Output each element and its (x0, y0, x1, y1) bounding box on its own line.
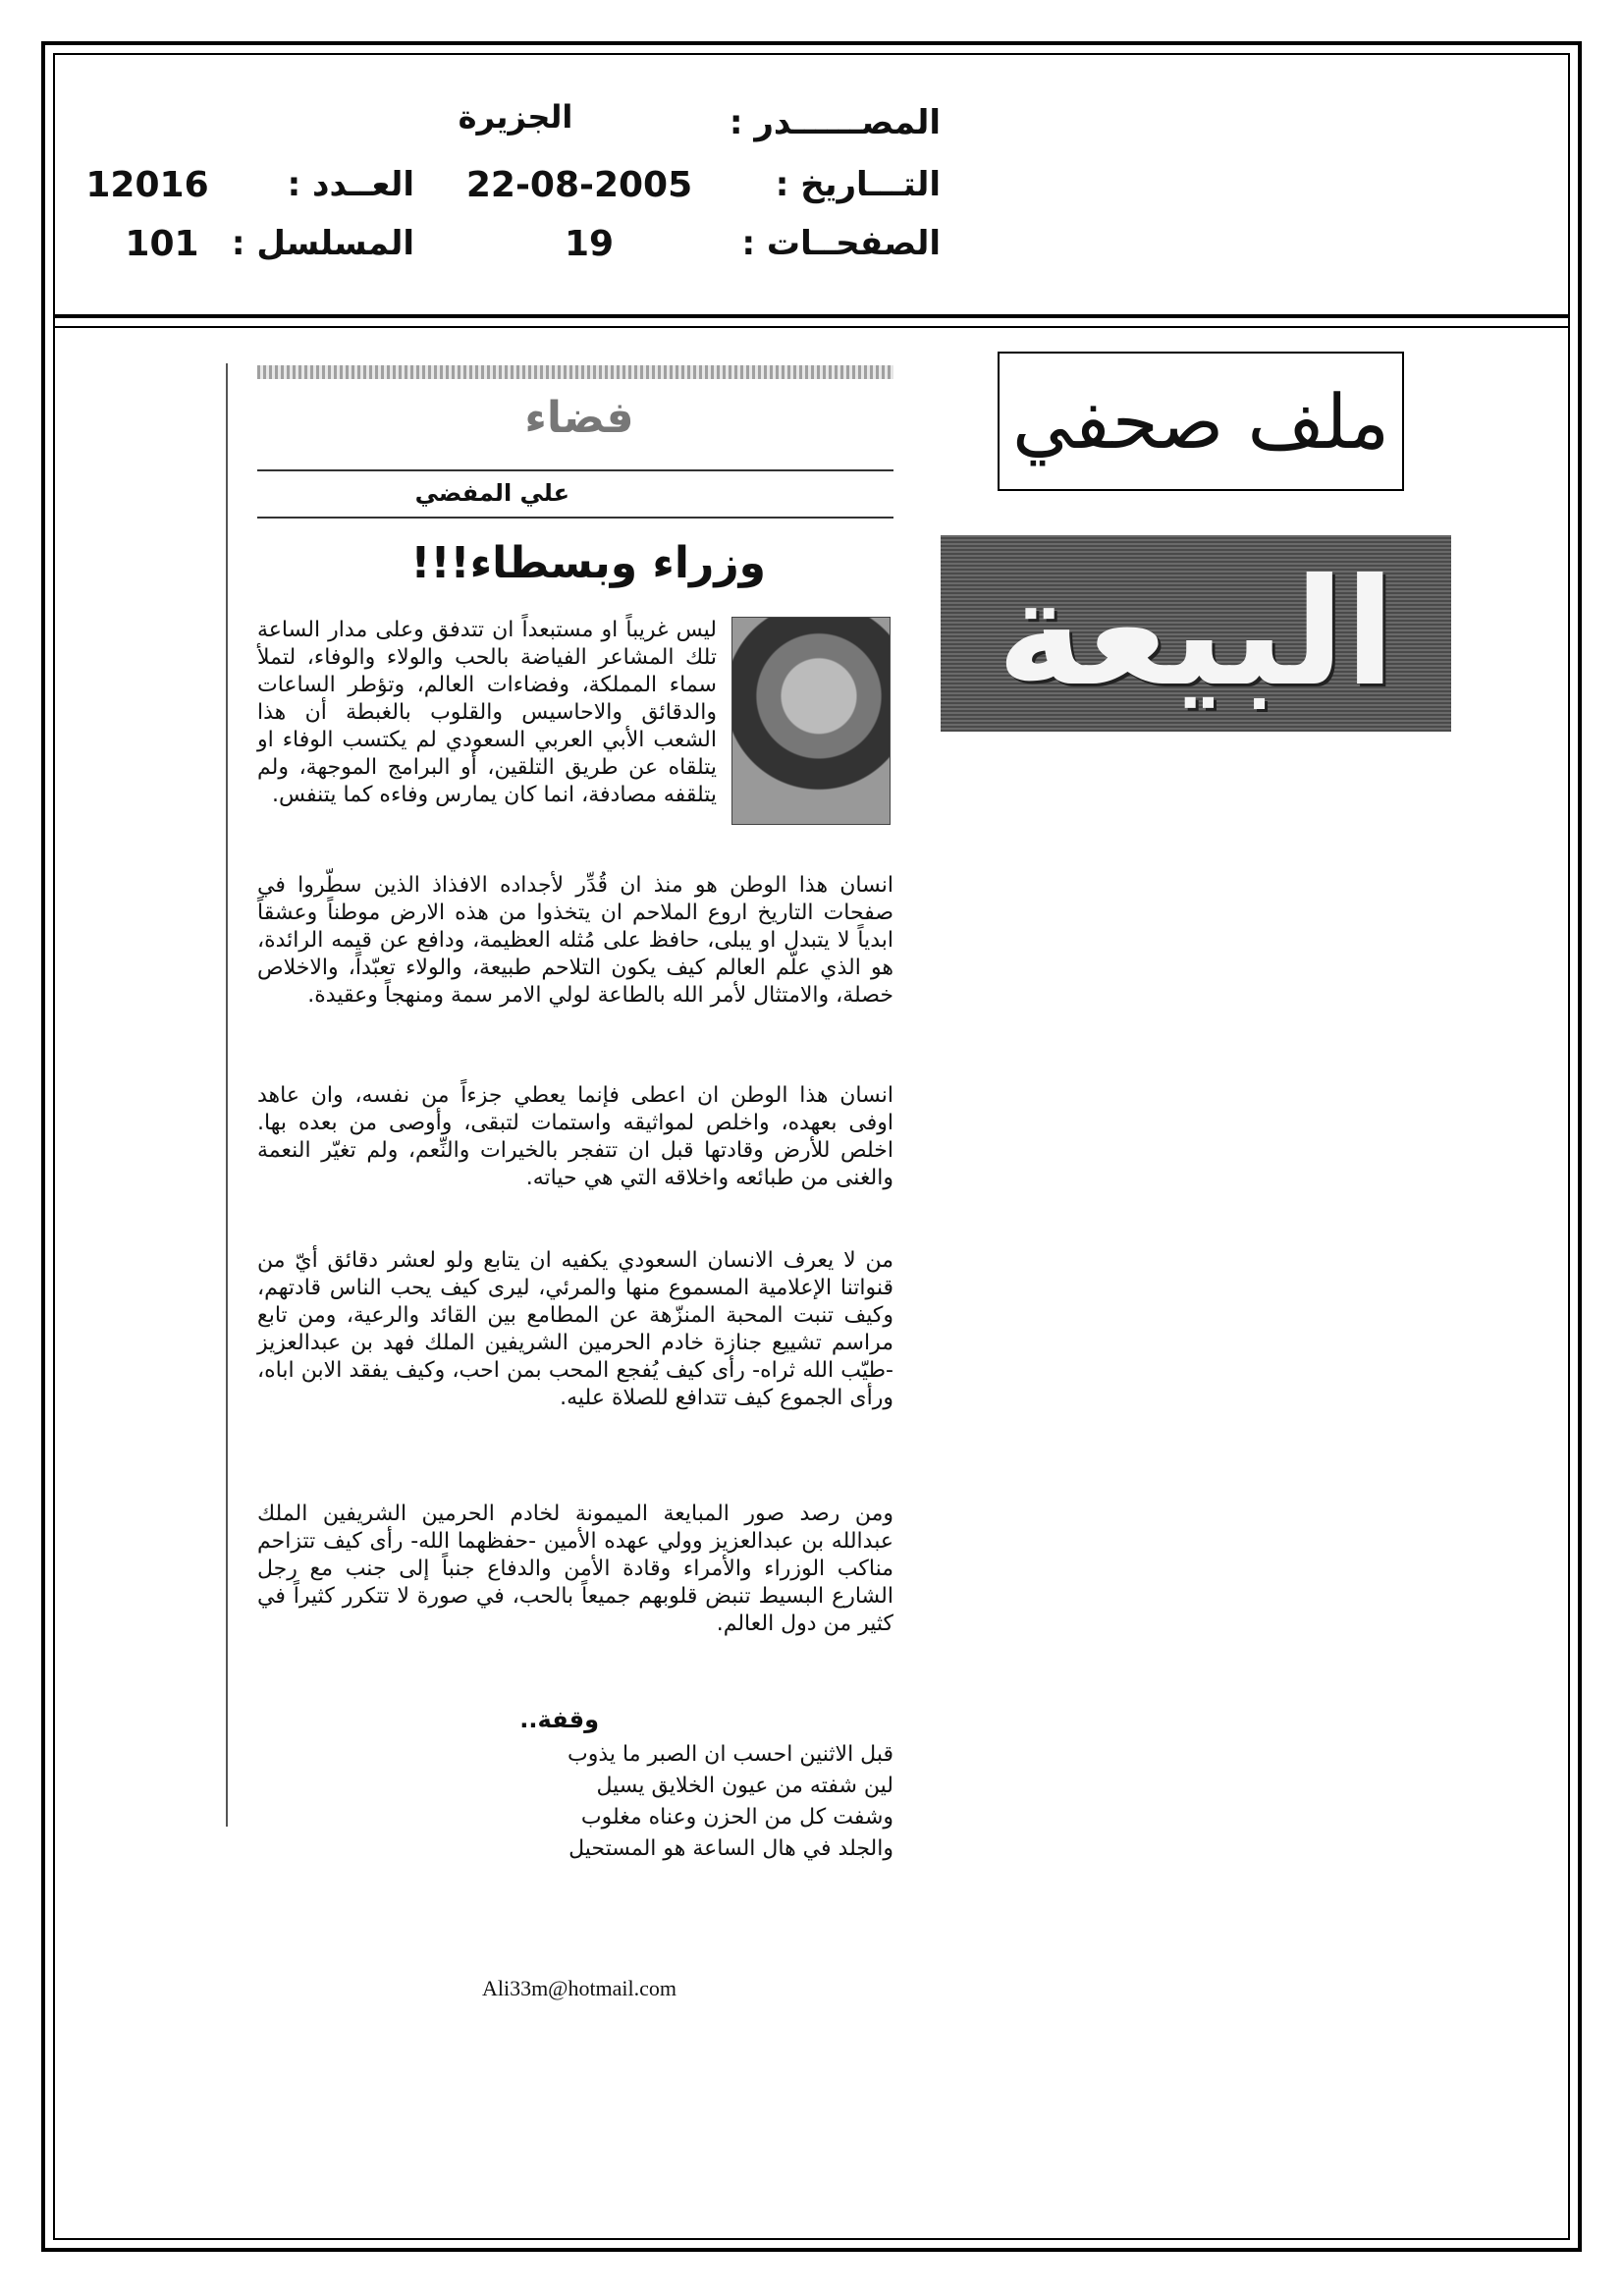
pages-label: الصفحــات : (741, 224, 941, 263)
verse-line: والجلد في هال الساعة هو المستحيل (568, 1836, 893, 1861)
source-value: الجزيرة (458, 98, 573, 136)
verse-line: وشفت كل من الحزن وعناه مغلوب (580, 1805, 893, 1830)
date-label: التـــاريخ : (775, 165, 941, 204)
article-paragraph-2: انسان هذا الوطن هو منذ ان قُدِّر لأجداده الافذاذ الذين سطّروا في صفحات التاريخ اروع الملاحم ان يتخذوا من هذه الارض موطناً وعشقاً ابدياً لا يتبدل او يبلى، حافظ على مُثله العظيمة، ودافع عن قيمه الرائدة، هو الذي علّم العالم كيف يكون التلاحم طبيعة، والولاء تعبّداً، والاخلاص خصلة، والامتثال لأمر الله بالطاعة لولي الامر سمة ومنهجاً وعقيدة. (257, 873, 893, 1008)
author-photo (731, 617, 891, 825)
article-paragraph-5: ومن رصد صور المبايعة الميمونة لخادم الحرمين الشريفين الملك عبدالله بن عبدالعزيز وولي عهده الأمين -حفظهما الله- رأى كيف تتزاحم مناكب الوزراء والأمراء وقادة الأمن والدفاع جنباً إلى جنب مع رجل الشارع البسيط تنبض قلوبهم جميعاً بالحب، في صورة لا تتكرر كثيراً في كثير من دول العالم. (257, 1502, 893, 1636)
author-rule (257, 517, 893, 519)
logo-text: البيعة (997, 548, 1395, 719)
serial-label: المسلسل : (231, 224, 414, 263)
bayaa-logo (941, 535, 1451, 732)
pages-value: 19 (564, 224, 615, 264)
issue-value: 12016 (85, 165, 209, 205)
verse-line: قبل الاثنين احسب ان الصبر ما يذوب (568, 1742, 893, 1767)
source-label: المصــــــدر : (729, 103, 941, 142)
column-rule (257, 469, 893, 471)
verse-line: لين شفته من عيون الخلايق يسيل (596, 1774, 893, 1798)
clipping-top-band (257, 365, 893, 379)
header-divider-thin (53, 326, 1570, 328)
header-divider (53, 314, 1570, 318)
author-email: Ali33m@hotmail.com (481, 1976, 677, 2000)
press-file-stamp: ملف صحفي (998, 352, 1404, 491)
author-name: علي المفضي (414, 479, 569, 507)
issue-label: العــدد : (287, 165, 414, 204)
waqfa-title: وقفة.. (519, 1706, 599, 1733)
date-value: 22-08-2005 (465, 165, 693, 205)
article-paragraph-3: انسان هذا الوطن ان اعطى فإنما يعطي جزءاً من نفسه، وان عاهد اوفى بعهده، واخلص لمواثيقه واستمات لتبقى، وأوصى من بعده بها. اخلص للأرض وقادتها قبل ان تتفجر بالخيرات والنِّعم، ولم تغيّر النعمة والغنى من طبائعه واخلاقه التي هي حياته. (257, 1083, 893, 1190)
article-title: وزراء وبسطاء!!! (410, 538, 766, 588)
article-paragraph-4: من لا يعرف الانسان السعودي يكفيه ان يتابع ولو لعشر دقائق أيّ من قنواتنا الإعلامية المسموع منها والمرئي، ليرى كيف يحب الناس قادتهم، وكيف تنبت المحبة المنزّهة عن المطامع بين القائد والرعية، ومن تابع مراسم تشييع جنازة خادم الحرمين الشريفين الملك فهد بن عبدالعزيز -طيّب الله ثراه- رأى كيف يُفجع المحب بمن احب، وكيف يفقد الابن اباه، ورأى الجموع كيف تتدافع للصلاة عليه. (257, 1248, 893, 1410)
column-name: فضاء (524, 393, 634, 443)
clipping-left-rule (226, 363, 228, 1827)
article-paragraph-1: ليس غريباً او مستبعداً ان تتدفق وعلى مدار الساعة تلك المشاعر الفياضة بالحب والولاء والوفاء، لتملأ سماء المملكة، وفضاءات العالم، وتؤطر الساعات والدقائق والاحاسيس والقلوب بالغبطة أن هذا الشعب الأبي العربي السعودي لم يكتسب الوفاء او يتلقاه عن طريق التلقين، أو البرامج الموجهة، ولم يتلقفه مصادفة، انما كان يمارس وفاءه كما يتنفس. (257, 618, 717, 807)
serial-value: 101 (125, 224, 199, 264)
